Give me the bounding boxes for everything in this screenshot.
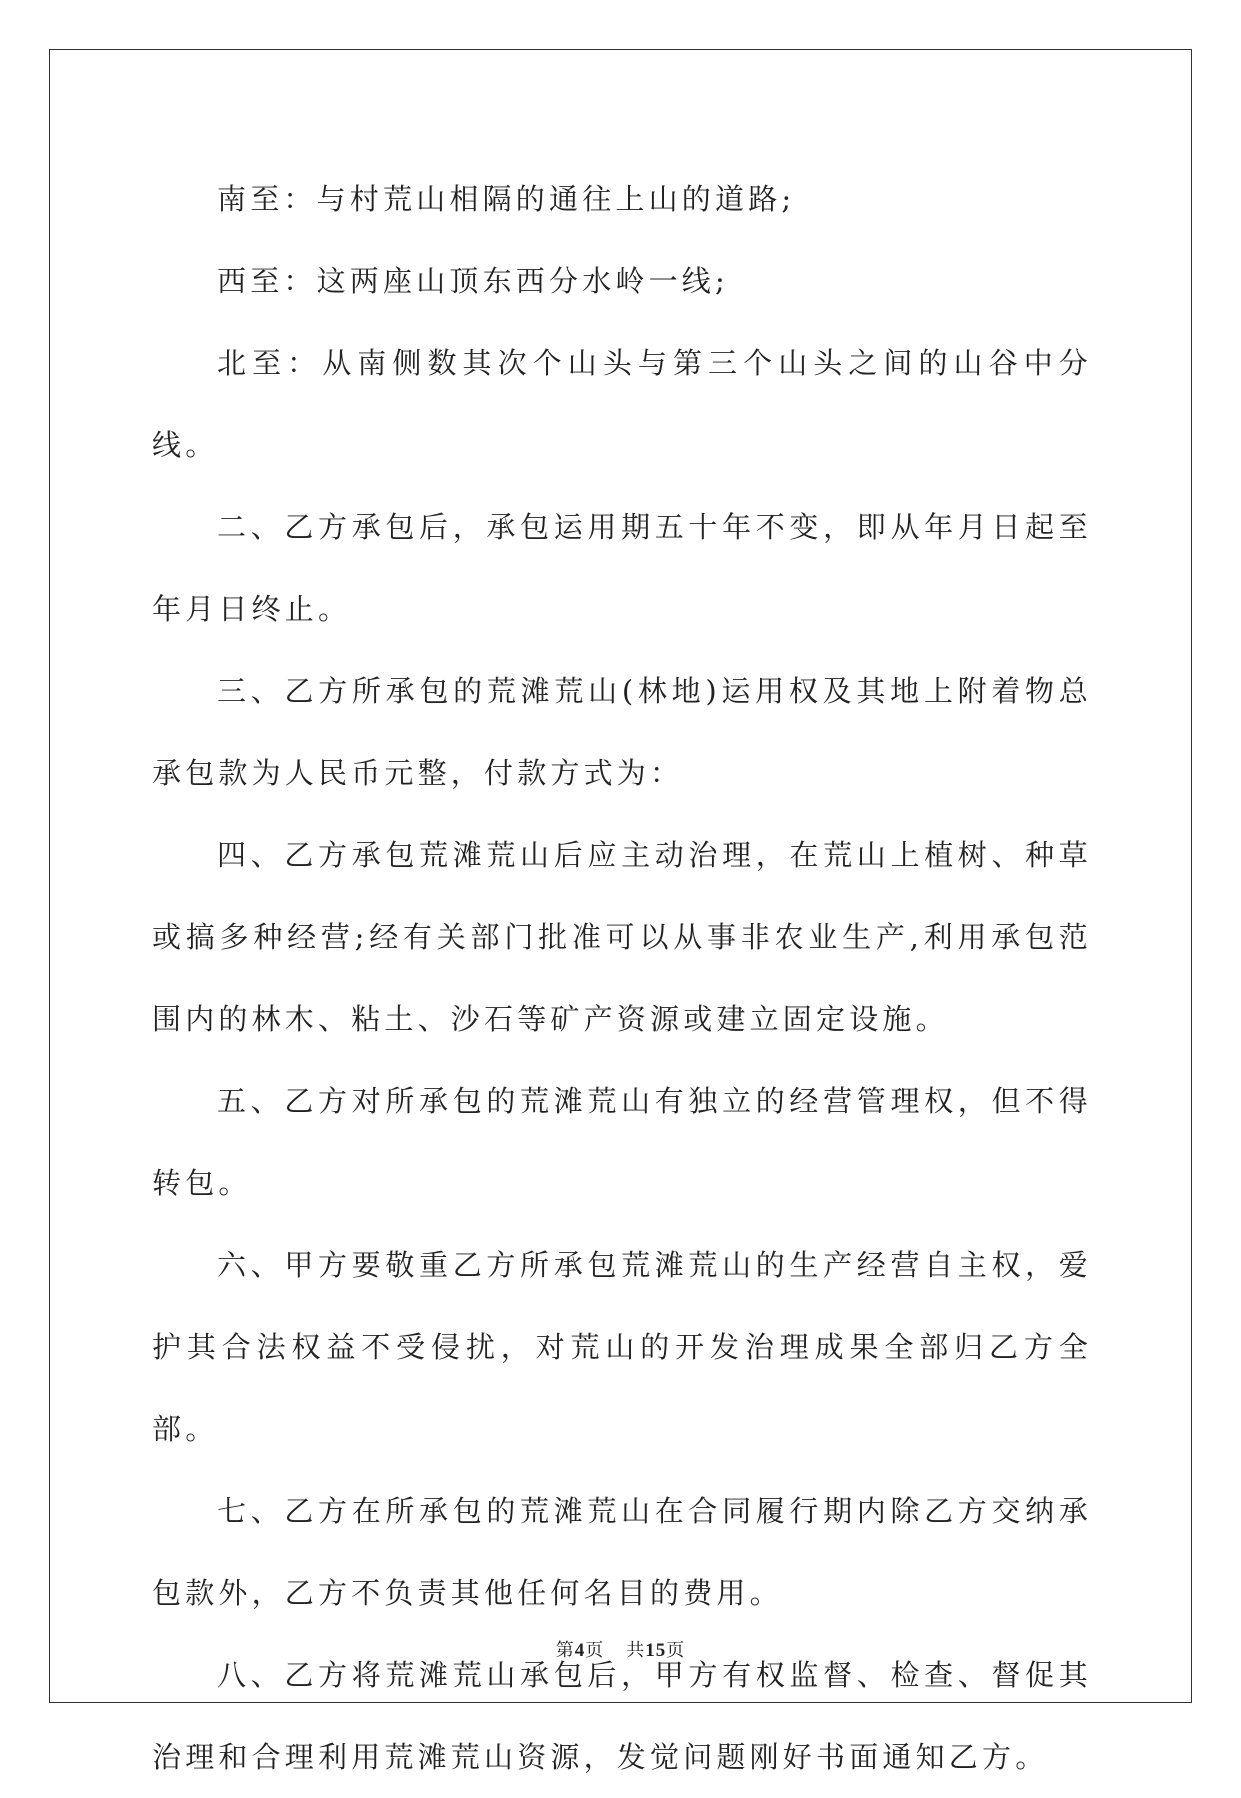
page-footer: [0, 1636, 1241, 1662]
paragraph-clause-8: 八、乙方将荒滩荒山承包后，甲方有权监督、检查、督促其治理和合理利用荒滩荒山资源，发觉问题刚好书面通知乙方。: [152, 1658, 1092, 1774]
page-prefix: 第: [555, 1640, 575, 1661]
total-prefix: 共: [626, 1640, 646, 1661]
page-suffix: 页: [585, 1640, 605, 1661]
paragraph-south-boundary: 南至：与村荒山相隔的通往上山的道路;: [217, 182, 796, 216]
paragraph-clause-5: 五、乙方对所承包的荒滩荒山有独立的经营管理权，但不得转包。: [152, 1084, 1092, 1200]
paragraph-clause-4: 四、乙方承包荒滩荒山后应主动治理，在荒山上植树、种草或搞多种经营;经有关部门批准可以从事非农业生产,利用承包范围内的林木、粘土、沙石等矿产资源或建立固定设施。: [152, 838, 1092, 1036]
paragraph-clause-2: 二、乙方承包后，承包运用期五十年不变，即从年月日起至年月日终止。: [152, 510, 1092, 626]
paragraph-clause-7: 七、乙方在所承包的荒滩荒山在合同履行期内除乙方交纳承包款外，乙方不负责其他任何名目的费用。: [152, 1494, 1092, 1610]
document-body: [152, 158, 1092, 1798]
paragraph-clause-6: 六、甲方要敬重乙方所承包荒滩荒山的生产经营自主权，爱护其合法权益不受侵扰，对荒山的开发治理成果全部归乙方全部。: [152, 1248, 1092, 1446]
total-pages: 15: [645, 1640, 667, 1661]
paragraph-west-boundary: 西至：这两座山顶东西分水岭一线;: [217, 264, 729, 298]
total-suffix: 页: [666, 1640, 686, 1661]
page-number: 4: [574, 1640, 586, 1661]
paragraph-north-boundary: 北至：从南侧数其次个山头与第三个山头之间的山谷中分线。: [152, 346, 1092, 462]
paragraph-clause-3: 三、乙方所承包的荒滩荒山(林地)运用权及其地上附着物总承包款为人民币元整，付款方式为：: [152, 674, 1092, 790]
